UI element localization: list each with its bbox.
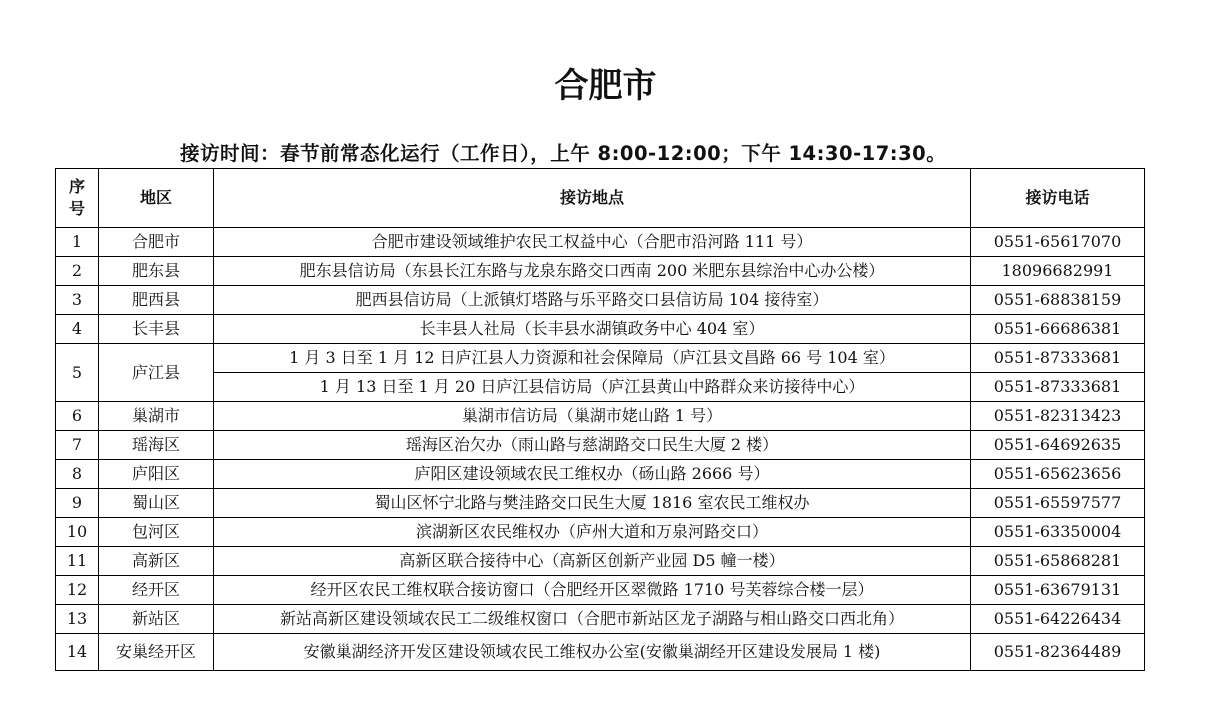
location-cell: 蜀山区怀宁北路与樊洼路交口民生大厦 1816 室农民工维权办 bbox=[214, 489, 971, 518]
table-row bbox=[56, 518, 1145, 547]
phone-cell: 18096682991 bbox=[971, 257, 1145, 286]
reception-hours: 接访时间：春节前常态化运行（工作日），上午 8:00-12:00；下午 14:30-17:30。 bbox=[180, 142, 947, 165]
phone-cell: 0551-63350004 bbox=[971, 518, 1145, 547]
region-cell: 合肥市 bbox=[99, 228, 214, 257]
seq-cell: 10 bbox=[56, 518, 99, 547]
table-row bbox=[56, 344, 1145, 373]
table-row bbox=[56, 315, 1145, 344]
table-row bbox=[56, 228, 1145, 257]
region-cell: 包河区 bbox=[99, 518, 214, 547]
region-cell: 肥西县 bbox=[99, 286, 214, 315]
location-cell: 瑶海区治欠办（雨山路与慈湖路交口民生大厦 2 楼） bbox=[214, 431, 971, 460]
page-title: 合肥市 bbox=[554, 66, 657, 106]
reception-table bbox=[55, 168, 1145, 671]
seq-cell: 9 bbox=[56, 489, 99, 518]
seq-cell: 5 bbox=[56, 344, 99, 402]
table-row bbox=[56, 257, 1145, 286]
region-cell: 巢湖市 bbox=[99, 402, 214, 431]
location-cell: 庐阳区建设领域农民工维权办（砀山路 2666 号） bbox=[214, 460, 971, 489]
seq-cell: 1 bbox=[56, 228, 99, 257]
phone-cell: 0551-82364489 bbox=[971, 634, 1145, 671]
phone-cell: 0551-65597577 bbox=[971, 489, 1145, 518]
seq-cell: 4 bbox=[56, 315, 99, 344]
table-row bbox=[56, 547, 1145, 576]
region-cell: 高新区 bbox=[99, 547, 214, 576]
phone-cell: 0551-65617070 bbox=[971, 228, 1145, 257]
location-cell: 高新区联合接待中心（高新区创新产业园 D5 幢一楼） bbox=[214, 547, 971, 576]
location-cell: 长丰县人社局（长丰县水湖镇政务中心 404 室） bbox=[214, 315, 971, 344]
location-cell: 滨湖新区农民维权办（庐州大道和万泉河路交口） bbox=[214, 518, 971, 547]
phone-cell: 0551-65868281 bbox=[971, 547, 1145, 576]
location-cell: 经开区农民工维权联合接访窗口（合肥经开区翠微路 1710 号芙蓉综合楼一层） bbox=[214, 576, 971, 605]
region-cell: 肥东县 bbox=[99, 257, 214, 286]
table-row bbox=[56, 605, 1145, 634]
location-cell: 合肥市建设领域维护农民工权益中心（合肥市沿河路 111 号） bbox=[214, 228, 971, 257]
table-row bbox=[56, 634, 1145, 671]
location-cell: 巢湖市信访局（巢湖市姥山路 1 号） bbox=[214, 402, 971, 431]
seq-cell: 11 bbox=[56, 547, 99, 576]
table-row bbox=[56, 489, 1145, 518]
phone-cell: 0551-82313423 bbox=[971, 402, 1145, 431]
phone-cell: 0551-64226434 bbox=[971, 605, 1145, 634]
phone-cell: 0551-87333681 bbox=[971, 373, 1145, 402]
phone-cell: 0551-87333681 bbox=[971, 344, 1145, 373]
seq-cell: 13 bbox=[56, 605, 99, 634]
header-seq-line2: 号 bbox=[68, 199, 85, 218]
table-row bbox=[56, 576, 1145, 605]
region-cell: 安巢经开区 bbox=[99, 634, 214, 671]
table-row bbox=[56, 460, 1145, 489]
region-cell: 经开区 bbox=[99, 576, 214, 605]
location-cell: 1 月 13 日至 1 月 20 日庐江县信访局（庐江县黄山中路群众来访接待中心） bbox=[214, 373, 971, 402]
region-cell: 长丰县 bbox=[99, 315, 214, 344]
location-cell: 新站高新区建设领域农民工二级维权窗口（合肥市新站区龙子湖路与相山路交口西北角） bbox=[214, 605, 971, 634]
region-cell: 蜀山区 bbox=[99, 489, 214, 518]
location-cell: 肥西县信访局（上派镇灯塔路与乐平路交口县信访局 104 接待室） bbox=[214, 286, 971, 315]
seq-cell: 14 bbox=[56, 634, 99, 671]
header-location: 接访地点 bbox=[214, 169, 971, 228]
region-cell: 庐江县 bbox=[99, 344, 214, 402]
phone-cell: 0551-63679131 bbox=[971, 576, 1145, 605]
phone-cell: 0551-68838159 bbox=[971, 286, 1145, 315]
header-seq bbox=[56, 169, 99, 228]
table-row bbox=[56, 402, 1145, 431]
table-row bbox=[56, 373, 1145, 402]
header-phone: 接访电话 bbox=[971, 169, 1145, 228]
phone-cell: 0551-64692635 bbox=[971, 431, 1145, 460]
table-header-row bbox=[56, 169, 1145, 228]
seq-cell: 12 bbox=[56, 576, 99, 605]
header-region: 地区 bbox=[99, 169, 214, 228]
seq-cell: 2 bbox=[56, 257, 99, 286]
location-cell: 安徽巢湖经济开发区建设领域农民工维权办公室(安徽巢湖经开区建设发展局 1 楼) bbox=[214, 634, 971, 671]
table-row bbox=[56, 286, 1145, 315]
header-seq-line1: 序 bbox=[68, 177, 85, 196]
seq-cell: 7 bbox=[56, 431, 99, 460]
location-cell: 1 月 3 日至 1 月 12 日庐江县人力资源和社会保障局（庐江县文昌路 66 号 104 室） bbox=[214, 344, 971, 373]
region-cell: 瑶海区 bbox=[99, 431, 214, 460]
seq-cell: 3 bbox=[56, 286, 99, 315]
seq-cell: 8 bbox=[56, 460, 99, 489]
region-cell: 庐阳区 bbox=[99, 460, 214, 489]
phone-cell: 0551-66686381 bbox=[971, 315, 1145, 344]
table-row bbox=[56, 431, 1145, 460]
region-cell: 新站区 bbox=[99, 605, 214, 634]
phone-cell: 0551-65623656 bbox=[971, 460, 1145, 489]
seq-cell: 6 bbox=[56, 402, 99, 431]
location-cell: 肥东县信访局（东县长江东路与龙泉东路交口西南 200 米肥东县综治中心办公楼） bbox=[214, 257, 971, 286]
